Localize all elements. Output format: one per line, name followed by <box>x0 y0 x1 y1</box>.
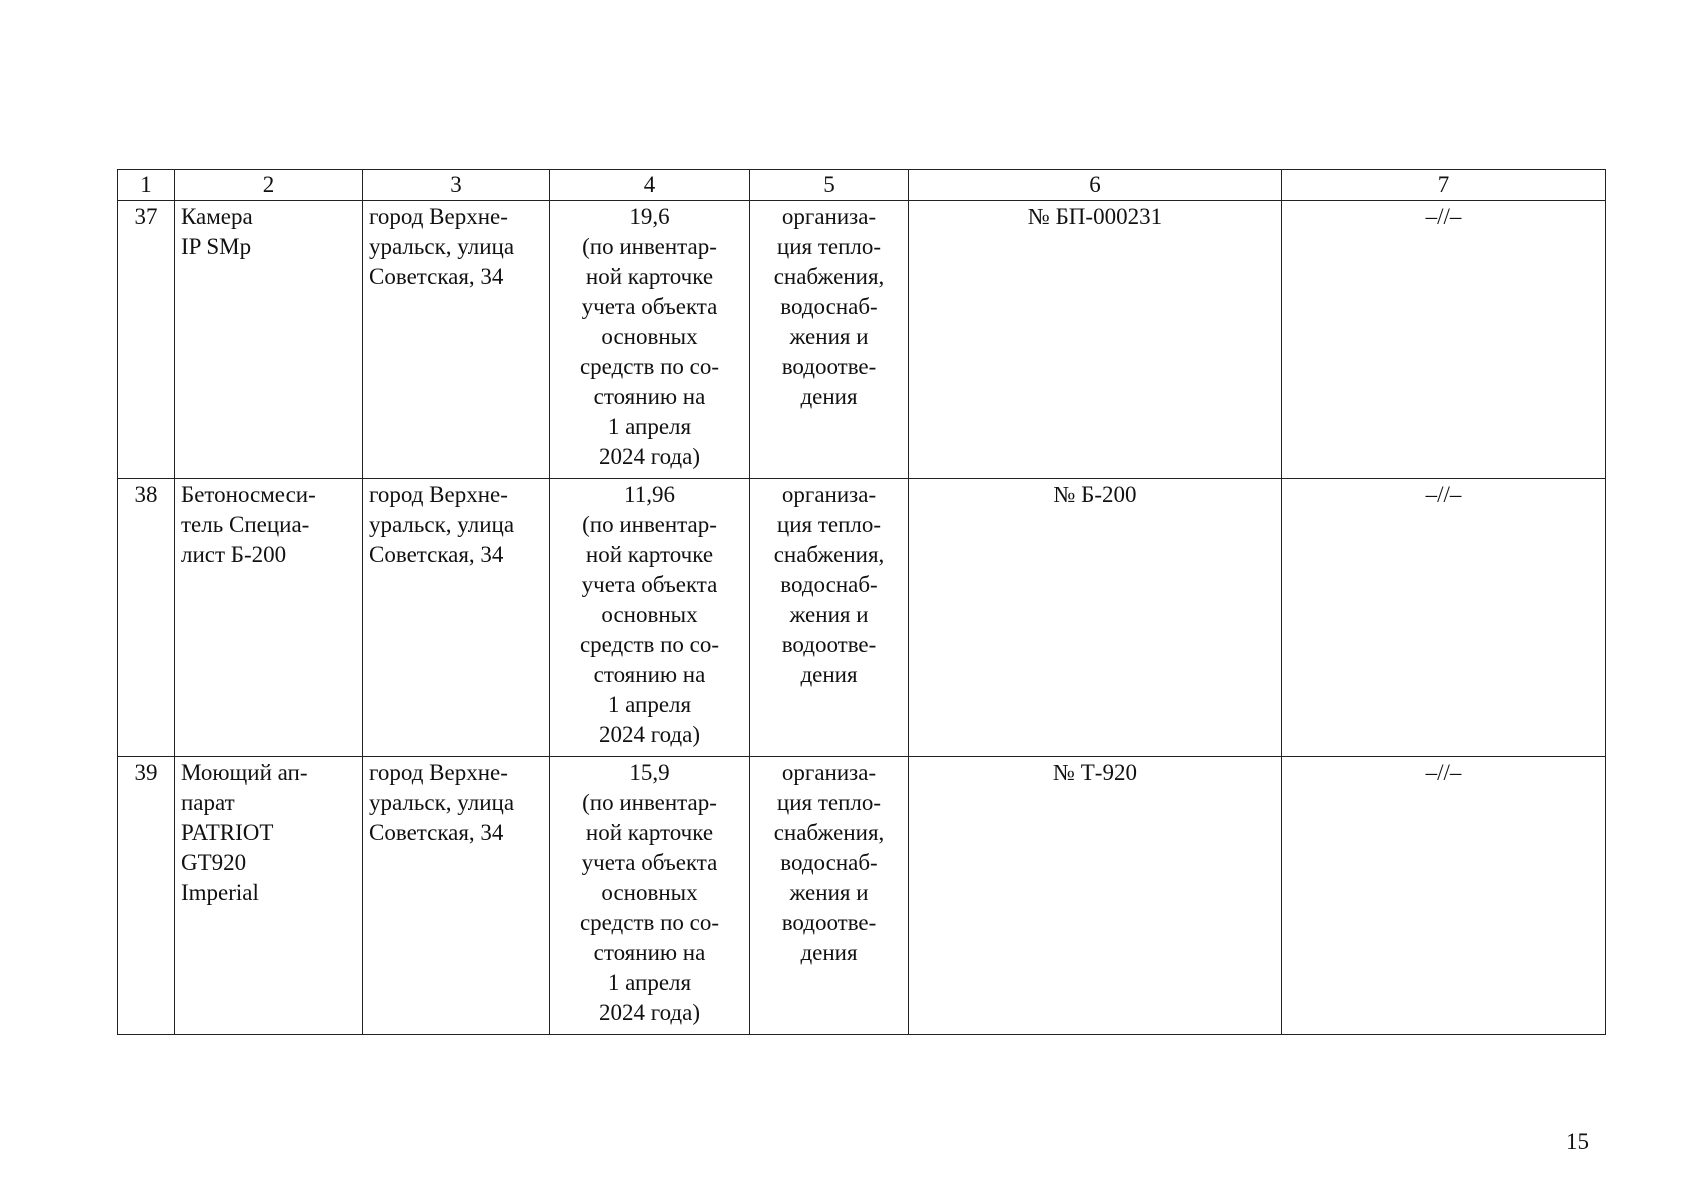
organization-cell: организа- ция тепло- снабжения, водоснаб- жения и водоотве- дения <box>750 201 909 479</box>
inventory-number-cell: № Б-200 <box>909 479 1282 757</box>
inventory-number-cell: № Т-920 <box>909 757 1282 1035</box>
table-row <box>118 757 1606 1035</box>
header-col-7: 7 <box>1282 170 1606 201</box>
asset-name-cell: Бетоносмеси- тель Специа- лист Б-200 <box>175 479 363 757</box>
header-col-3: 3 <box>363 170 550 201</box>
row-number-cell: 37 <box>118 201 175 479</box>
header-col-4: 4 <box>550 170 750 201</box>
table-row <box>118 479 1606 757</box>
header-col-2: 2 <box>175 170 363 201</box>
ditto-cell: –//– <box>1282 201 1606 479</box>
asset-name-cell: Камера IP SMp <box>175 201 363 479</box>
row-number-cell: 39 <box>118 757 175 1035</box>
asset-name-cell: Моющий ап- парат PATRIOT GT920 Imperial <box>175 757 363 1035</box>
address-cell: город Верхне- уральск, улица Советская, 34 <box>363 757 550 1035</box>
value-cell: 15,9 (по инвентар- ной карточке учета объекта основных средств по со- стоянию на 1 апреля 2024 года) <box>550 757 750 1035</box>
table-row <box>118 201 1606 479</box>
address-cell: город Верхне- уральск, улица Советская, 34 <box>363 479 550 757</box>
row-number-cell: 38 <box>118 479 175 757</box>
ditto-cell: –//– <box>1282 479 1606 757</box>
inventory-number-cell: № БП-000231 <box>909 201 1282 479</box>
value-cell: 11,96 (по инвентар- ной карточке учета объекта основных средств по со- стоянию на 1 апреля 2024 года) <box>550 479 750 757</box>
value-cell: 19,6 (по инвентар- ной карточке учета объекта основных средств по со- стоянию на 1 апреля 2024 года) <box>550 201 750 479</box>
header-col-6: 6 <box>909 170 1282 201</box>
address-cell: город Верхне- уральск, улица Советская, 34 <box>363 201 550 479</box>
assets-table <box>117 169 1606 1035</box>
table-header-row <box>118 170 1606 201</box>
ditto-cell: –//– <box>1282 757 1606 1035</box>
header-col-5: 5 <box>750 170 909 201</box>
organization-cell: организа- ция тепло- снабжения, водоснаб- жения и водоотве- дения <box>750 757 909 1035</box>
header-col-1: 1 <box>118 170 175 201</box>
organization-cell: организа- ция тепло- снабжения, водоснаб- жения и водоотве- дения <box>750 479 909 757</box>
page-number: 15 <box>1566 1129 1589 1154</box>
